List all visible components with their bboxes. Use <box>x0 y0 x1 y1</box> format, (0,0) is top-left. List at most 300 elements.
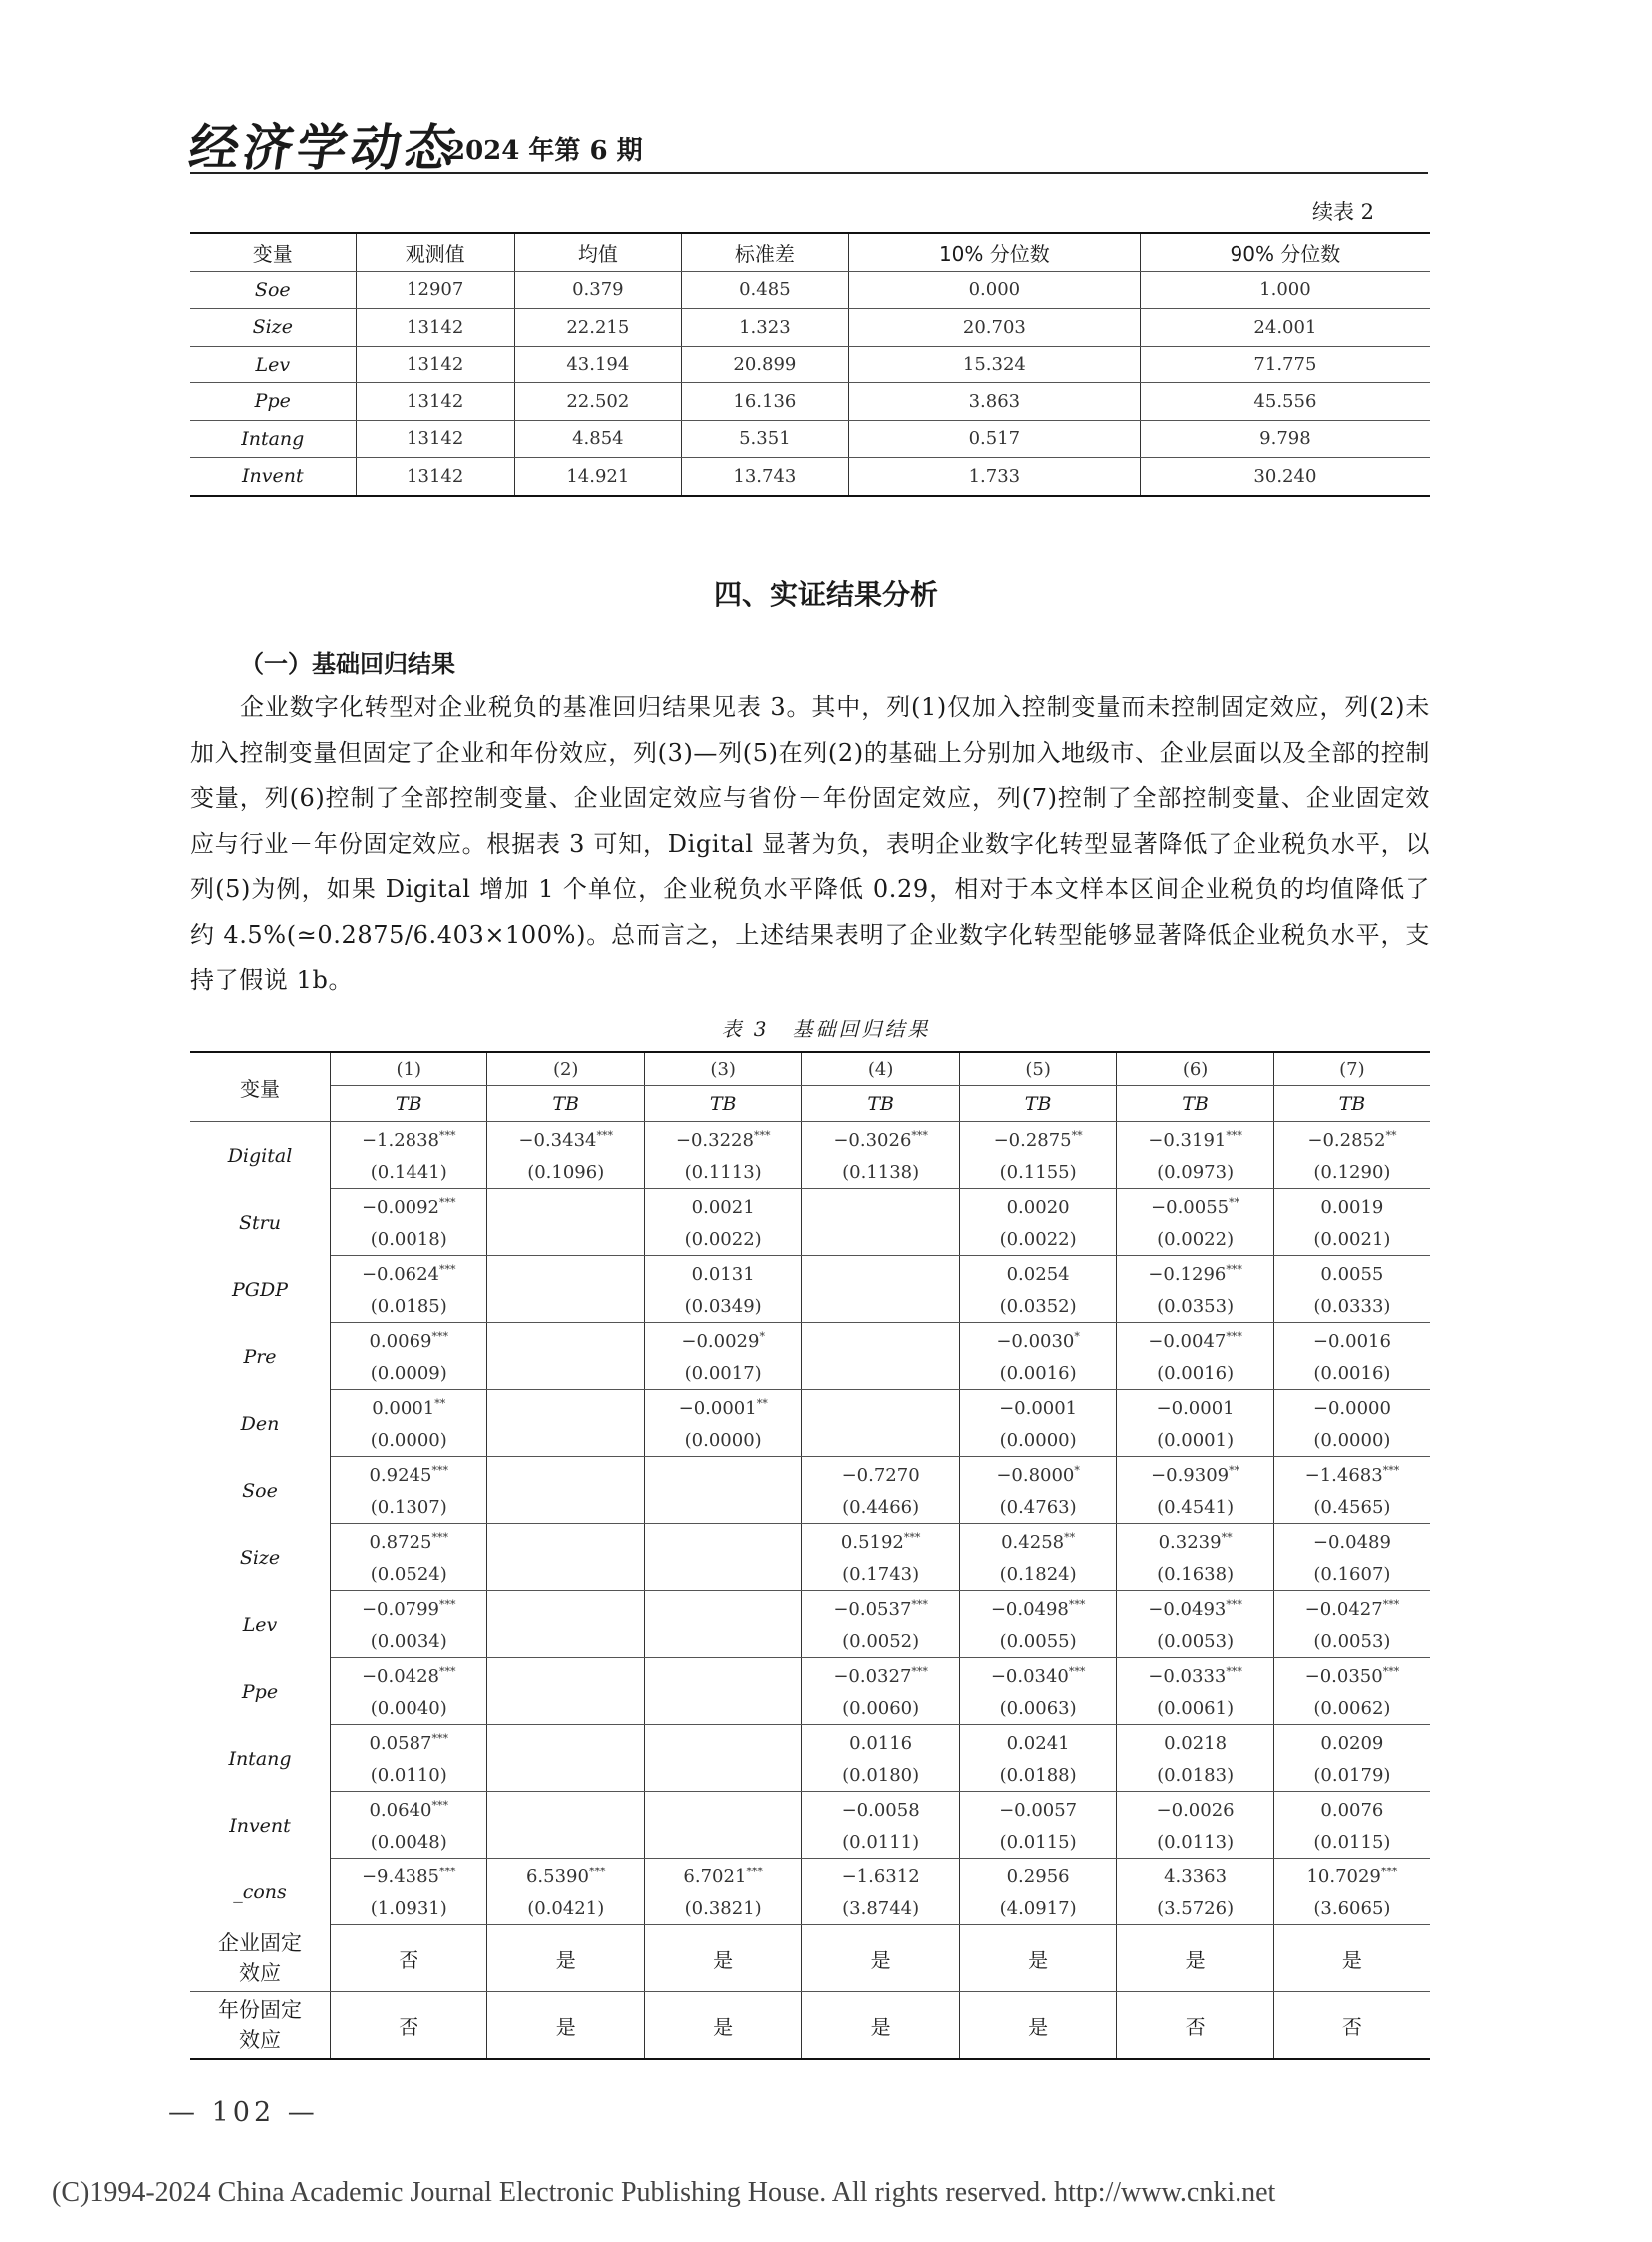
section-title: 四、实证结果分析 <box>713 578 938 611</box>
coefficient-cell <box>331 1323 487 1358</box>
significance-stars: ** <box>1221 1531 1233 1544</box>
coefficient-value: −0.0493 <box>1148 1599 1227 1620</box>
significance-stars: *** <box>439 1866 456 1878</box>
coefficient-cell <box>1273 1658 1430 1693</box>
table-cell: 9.798 <box>1140 420 1430 458</box>
significance-stars: ** <box>756 1397 768 1410</box>
coefficient-value: −1.6312 <box>841 1866 920 1887</box>
coefficient-cell <box>959 1658 1116 1693</box>
standard-error-row <box>190 1558 1430 1591</box>
coefficient-cell <box>802 1323 959 1358</box>
significance-stars: *** <box>1226 1263 1242 1276</box>
column-number: (6) <box>1117 1052 1273 1086</box>
significance-stars: * <box>1074 1464 1080 1477</box>
standard-error-cell: (0.0973) <box>1117 1156 1273 1189</box>
variable-column-header: 变量 <box>190 1052 331 1122</box>
standard-error-cell: (3.5726) <box>1117 1892 1273 1925</box>
coefficient-value: 6.7021 <box>683 1867 747 1887</box>
column-header: 变量 <box>190 233 356 271</box>
copyright-notice: (C)1994-2024 China Academic Journal Electronic Publishing House. All rights reserved. http://www.cnki.net <box>52 2177 1276 2208</box>
coefficient-cell <box>959 1725 1116 1760</box>
standard-error-cell <box>802 1290 959 1323</box>
standard-error-row <box>190 1892 1430 1925</box>
standard-error-cell: (1.0931) <box>331 1892 487 1925</box>
coefficient-value: 0.0131 <box>691 1263 755 1285</box>
variable-name: Size <box>190 1524 331 1591</box>
coefficient-value: 0.0640 <box>369 1800 432 1821</box>
coefficient-cell <box>331 1792 487 1827</box>
coefficient-cell <box>1273 1457 1430 1492</box>
significance-stars: *** <box>753 1129 771 1142</box>
standard-error-row <box>190 1223 1430 1256</box>
coefficient-value: −0.0489 <box>1312 1531 1391 1553</box>
coefficient-cell <box>487 1457 644 1492</box>
coefficient-value: −0.3434 <box>518 1130 597 1151</box>
coefficient-cell <box>1273 1859 1430 1893</box>
variable-name: Ppe <box>190 383 356 421</box>
coefficient-value: −0.0000 <box>1312 1397 1391 1419</box>
standard-error-cell <box>487 1692 644 1725</box>
journal-header <box>185 108 1428 177</box>
dependent-variable: TB <box>644 1086 801 1122</box>
table-row <box>190 309 1430 347</box>
standard-error-cell: (0.0185) <box>331 1290 487 1323</box>
coefficient-cell <box>487 1390 644 1425</box>
column-number: (3) <box>644 1052 801 1086</box>
coefficient-value: 0.0218 <box>1164 1732 1228 1754</box>
standard-error-cell: (0.0062) <box>1273 1692 1430 1725</box>
significance-stars: *** <box>1226 1598 1242 1611</box>
fixed-effect-value: 是 <box>487 1992 644 2060</box>
standard-error-cell: (0.0183) <box>1117 1759 1273 1792</box>
standard-error-row <box>190 1290 1430 1323</box>
coefficient-cell <box>644 1390 801 1425</box>
coefficient-cell <box>331 1122 487 1157</box>
standard-error-cell: (0.0021) <box>1273 1223 1430 1256</box>
coefficient-cell <box>802 1122 959 1157</box>
table-row <box>190 383 1430 421</box>
standard-error-cell: (0.0063) <box>959 1692 1116 1725</box>
coefficient-cell <box>487 1189 644 1224</box>
coefficient-cell <box>487 1658 644 1693</box>
fixed-effect-row <box>190 1992 1430 2060</box>
significance-stars: *** <box>596 1129 613 1142</box>
standard-error-cell: (0.1290) <box>1273 1156 1430 1189</box>
standard-error-cell: (0.0421) <box>487 1892 644 1925</box>
coefficient-cell <box>1117 1725 1273 1760</box>
coefficient-row <box>190 1122 1430 1157</box>
coefficient-cell <box>802 1189 959 1224</box>
coefficient-cell <box>1117 1323 1273 1358</box>
fixed-effect-label-line: 企业固定 <box>218 1930 302 1955</box>
significance-stars: *** <box>431 1732 448 1745</box>
coefficient-cell <box>644 1725 801 1760</box>
fixed-effect-value: 是 <box>802 1925 959 1992</box>
table-cell: 0.517 <box>848 420 1140 458</box>
coefficient-cell <box>644 1256 801 1291</box>
significance-stars: *** <box>1226 1665 1242 1678</box>
standard-error-cell: (0.0040) <box>331 1692 487 1725</box>
standard-error-cell: (0.0524) <box>331 1558 487 1591</box>
significance-stars: *** <box>1226 1330 1242 1343</box>
column-number: (1) <box>331 1052 487 1086</box>
coefficient-cell <box>1117 1457 1273 1492</box>
column-number: (4) <box>802 1052 959 1086</box>
significance-stars: *** <box>903 1531 921 1544</box>
standard-error-cell: (0.4466) <box>802 1491 959 1524</box>
standard-error-cell <box>487 1223 644 1256</box>
coefficient-cell <box>1273 1122 1430 1157</box>
coefficient-cell <box>1117 1524 1273 1559</box>
standard-error-cell: (0.1307) <box>331 1491 487 1524</box>
fixed-effect-value: 否 <box>1273 1992 1430 2060</box>
coefficient-value: −0.0026 <box>1156 1799 1235 1821</box>
standard-error-cell <box>487 1357 644 1390</box>
coefficient-cell <box>1117 1859 1273 1893</box>
coefficient-value: −0.3228 <box>675 1130 754 1151</box>
variable-name: Pre <box>190 1323 331 1390</box>
coefficient-value: 0.8725 <box>369 1532 432 1553</box>
coefficient-value: 0.0021 <box>691 1196 755 1218</box>
body-paragraph: 企业数字化转型对企业税负的基准回归结果见表 3。其中，列(1)仅加入控制变量而未控制固定效应，列(2)未加入控制变量但固定了企业和年份效应，列(3)—列(5)在列(2)的基础上分别加入地级市、企业层面以及全部的控制变量，列(6)控制了全部控制变量、企业固定效应与省份－年份固定效应，列(7)控制了全部控制变量、企业固定效应与行业－年份固定效应。根据表 3 可知，Digital 显著为负，表明企业数字化转型显著降低了企业税负水平，以列(5)为例，如果 Digital 增加 1 个单位，企业税负水平降低 0.29，相对于本文样本区间企业税负的均值降低了约 4.5%(≃0.2875/6.403×100%)。总而言之，上述结果表明了企业数字化转型能够显著降低企业税负水平，支持了假说 1b。 <box>190 693 1430 994</box>
regression-results-table <box>190 1051 1430 2060</box>
coefficient-value: −0.8000 <box>996 1465 1075 1486</box>
significance-stars: *** <box>431 1531 448 1544</box>
standard-error-cell: (0.0055) <box>959 1625 1116 1658</box>
coefficient-row <box>190 1524 1430 1559</box>
significance-stars: *** <box>431 1464 448 1477</box>
coefficient-value: −0.0058 <box>841 1799 920 1821</box>
standard-error-cell: (0.0016) <box>1273 1357 1430 1390</box>
coefficient-row <box>190 1189 1430 1224</box>
coefficient-cell <box>802 1658 959 1693</box>
coefficient-cell <box>331 1390 487 1425</box>
coefficient-cell <box>959 1792 1116 1827</box>
coefficient-value: 0.0069 <box>369 1331 432 1352</box>
dependent-variable: TB <box>487 1086 644 1122</box>
standard-error-row <box>190 1424 1430 1457</box>
standard-error-cell <box>644 1826 801 1859</box>
dependent-variable: TB <box>802 1086 959 1122</box>
standard-error-cell: (0.0009) <box>331 1357 487 1390</box>
standard-error-cell <box>802 1424 959 1457</box>
table-row <box>190 346 1430 383</box>
table-cell: 24.001 <box>1140 309 1430 347</box>
table-row <box>190 271 1430 309</box>
coefficient-value: −0.7270 <box>841 1464 920 1486</box>
fixed-effect-value: 是 <box>1273 1925 1430 1992</box>
table-cell: 0.485 <box>681 271 848 309</box>
coefficient-cell <box>331 1189 487 1224</box>
coefficient-cell <box>1273 1591 1430 1626</box>
standard-error-cell: (0.1138) <box>802 1156 959 1189</box>
standard-error-cell <box>802 1223 959 1256</box>
coefficient-value: 4.3363 <box>1164 1866 1228 1887</box>
significance-stars: *** <box>588 1866 606 1878</box>
coefficient-cell <box>644 1658 801 1693</box>
table-cell: 71.775 <box>1140 346 1430 383</box>
coefficient-cell <box>1117 1189 1273 1224</box>
table-cell: 43.194 <box>514 346 681 383</box>
coefficient-row <box>190 1859 1430 1893</box>
coefficient-cell <box>487 1725 644 1760</box>
variable-name: Stru <box>190 1189 331 1256</box>
variable-name: PGDP <box>190 1256 331 1323</box>
table-cell: 13142 <box>356 383 514 421</box>
fixed-effect-label <box>190 1925 331 1992</box>
standard-error-cell: (0.1824) <box>959 1558 1116 1591</box>
significance-stars: *** <box>431 1799 448 1812</box>
variable-name: Den <box>190 1390 331 1457</box>
standard-error-cell <box>802 1357 959 1390</box>
journal-masthead: 经济学动态 <box>185 118 463 177</box>
coefficient-cell <box>487 1524 644 1559</box>
coefficient-value: −0.0001 <box>678 1398 757 1419</box>
dependent-variable: TB <box>959 1086 1116 1122</box>
coefficient-cell <box>1117 1658 1273 1693</box>
coefficient-cell <box>1273 1524 1430 1559</box>
coefficient-value: 0.0116 <box>849 1732 913 1754</box>
standard-error-cell: (0.0352) <box>959 1290 1116 1323</box>
table-cell: 4.854 <box>514 420 681 458</box>
table-header-row <box>190 233 1430 271</box>
significance-stars: *** <box>439 1665 456 1678</box>
coefficient-cell <box>802 1859 959 1893</box>
coefficient-cell <box>1273 1189 1430 1224</box>
coefficient-row <box>190 1658 1430 1693</box>
standard-error-cell: (0.0053) <box>1117 1625 1273 1658</box>
fixed-effect-value: 是 <box>959 1925 1116 1992</box>
coefficient-value: 0.0019 <box>1320 1196 1384 1218</box>
fixed-effect-value: 是 <box>802 1992 959 2060</box>
coefficient-value: 0.2956 <box>1006 1866 1070 1887</box>
standard-error-cell <box>487 1759 644 1792</box>
coefficient-value: 0.0020 <box>1006 1196 1070 1218</box>
standard-error-cell <box>644 1558 801 1591</box>
standard-error-cell: (0.0017) <box>644 1357 801 1390</box>
table-cell: 1.323 <box>681 309 848 347</box>
coefficient-cell <box>1273 1390 1430 1425</box>
significance-stars: *** <box>911 1598 928 1611</box>
standard-error-cell <box>644 1625 801 1658</box>
standard-error-cell: (0.0115) <box>1273 1826 1430 1859</box>
subsection-title: （一）基础回归结果 <box>240 650 455 678</box>
coefficient-cell <box>644 1591 801 1626</box>
coefficient-cell <box>487 1591 644 1626</box>
table-cell: 30.240 <box>1140 458 1430 496</box>
summary-statistics-table <box>190 232 1430 497</box>
coefficient-value: 0.0001 <box>372 1398 435 1419</box>
coefficient-cell <box>1273 1792 1430 1827</box>
coefficient-value: −1.4683 <box>1304 1465 1383 1486</box>
standard-error-cell <box>644 1491 801 1524</box>
coefficient-cell <box>331 1591 487 1626</box>
coefficient-cell <box>802 1390 959 1425</box>
variable-name: Size <box>190 309 356 347</box>
coefficient-value: −0.2852 <box>1307 1130 1386 1151</box>
standard-error-cell: (0.0022) <box>1117 1223 1273 1256</box>
coefficient-value: −0.0427 <box>1304 1599 1383 1620</box>
column-number: (7) <box>1273 1052 1430 1086</box>
standard-error-cell: (0.0110) <box>331 1759 487 1792</box>
standard-error-cell: (4.0917) <box>959 1892 1116 1925</box>
coefficient-cell <box>959 1122 1116 1157</box>
coefficient-cell <box>487 1792 644 1827</box>
coefficient-row <box>190 1792 1430 1827</box>
significance-stars: *** <box>1382 1598 1400 1611</box>
coefficient-cell <box>802 1524 959 1559</box>
significance-stars: *** <box>911 1129 928 1142</box>
significance-stars: ** <box>1064 1531 1076 1544</box>
table-cell: 1.733 <box>848 458 1140 496</box>
standard-error-row <box>190 1692 1430 1725</box>
dependent-variable: TB <box>1117 1086 1273 1122</box>
coefficient-cell <box>959 1323 1116 1358</box>
standard-error-cell: (0.0016) <box>1117 1357 1273 1390</box>
standard-error-cell: (3.8744) <box>802 1892 959 1925</box>
coefficient-value: −0.0340 <box>990 1666 1069 1687</box>
coefficient-cell <box>802 1591 959 1626</box>
column-header: 10% 分位数 <box>848 233 1140 271</box>
table-cell: 16.136 <box>681 383 848 421</box>
dependent-variable: TB <box>331 1086 487 1122</box>
standard-error-cell: (0.0180) <box>802 1759 959 1792</box>
fixed-effect-value: 否 <box>331 1992 487 2060</box>
standard-error-cell: (0.0333) <box>1273 1290 1430 1323</box>
coefficient-value: 6.5390 <box>525 1867 589 1887</box>
coefficient-value: −0.0333 <box>1148 1666 1227 1687</box>
standard-error-cell: (0.0188) <box>959 1759 1116 1792</box>
coefficient-value: −0.0327 <box>833 1666 912 1687</box>
standard-error-cell <box>487 1826 644 1859</box>
coefficient-value: −0.0001 <box>999 1397 1078 1419</box>
table-title: 表 3 基础回归结果 <box>721 1017 931 1041</box>
coefficient-cell <box>487 1256 644 1291</box>
coefficient-cell <box>959 1859 1116 1893</box>
variable-name: Intang <box>190 1725 331 1792</box>
standard-error-cell: (0.0018) <box>331 1223 487 1256</box>
variable-name: Lev <box>190 1591 331 1658</box>
coefficient-cell <box>487 1122 644 1157</box>
standard-error-cell: (0.0179) <box>1273 1759 1430 1792</box>
standard-error-cell: (0.1607) <box>1273 1558 1430 1591</box>
fixed-effect-label-line: 年份固定 <box>218 1998 302 2022</box>
coefficient-cell <box>802 1256 959 1291</box>
standard-error-cell <box>487 1625 644 1658</box>
table-cell: 14.921 <box>514 458 681 496</box>
standard-error-cell: (0.0022) <box>644 1223 801 1256</box>
column-number: (2) <box>487 1052 644 1086</box>
significance-stars: ** <box>1071 1129 1083 1142</box>
significance-stars: *** <box>1226 1129 1242 1142</box>
standard-error-row <box>190 1491 1430 1524</box>
variable-name: Invent <box>190 458 356 496</box>
table-cell: 0.000 <box>848 271 1140 309</box>
fixed-effect-value: 是 <box>1117 1925 1273 1992</box>
coefficient-cell <box>331 1524 487 1559</box>
fixed-effect-label-line: 效应 <box>239 1960 281 1985</box>
coefficient-value: 0.9245 <box>369 1465 432 1486</box>
coefficient-value: 0.0209 <box>1320 1732 1384 1754</box>
variable-name: Digital <box>190 1122 331 1189</box>
coefficient-value: −0.0537 <box>833 1599 912 1620</box>
fixed-effect-label <box>190 1992 331 2060</box>
fixed-effect-value: 否 <box>331 1925 487 1992</box>
table-row <box>190 458 1430 496</box>
table-cell: 13142 <box>356 458 514 496</box>
coefficient-cell <box>644 1189 801 1224</box>
coefficient-value: 0.0076 <box>1320 1799 1384 1821</box>
standard-error-cell: (0.0000) <box>959 1424 1116 1457</box>
standard-error-cell <box>487 1424 644 1457</box>
page-number: — 102 — <box>168 2097 319 2128</box>
table-cell: 0.379 <box>514 271 681 309</box>
standard-error-cell: (0.0034) <box>331 1625 487 1658</box>
standard-error-cell: (0.0349) <box>644 1290 801 1323</box>
significance-stars: *** <box>439 1196 456 1209</box>
coefficient-value: −0.0029 <box>681 1331 760 1352</box>
standard-error-cell: (3.6065) <box>1273 1892 1430 1925</box>
coefficient-cell <box>1273 1256 1430 1291</box>
coefficient-value: −0.0350 <box>1304 1666 1383 1687</box>
significance-stars: ** <box>434 1397 446 1410</box>
coefficient-value: 0.0254 <box>1006 1263 1070 1285</box>
table-cell: 13142 <box>356 309 514 347</box>
table-continuation-label: 续表 2 <box>1311 200 1374 224</box>
coefficient-cell <box>802 1457 959 1492</box>
coefficient-value: −0.0624 <box>361 1264 440 1285</box>
significance-stars: ** <box>1229 1464 1240 1477</box>
table-cell: 15.324 <box>848 346 1140 383</box>
column-header: 均值 <box>514 233 681 271</box>
standard-error-cell: (0.1096) <box>487 1156 644 1189</box>
standard-error-cell: (0.0353) <box>1117 1290 1273 1323</box>
dependent-variable: TB <box>1273 1086 1430 1122</box>
table-cell: 13142 <box>356 346 514 383</box>
coefficient-cell <box>959 1591 1116 1626</box>
table-cell: 13.743 <box>681 458 848 496</box>
significance-stars: *** <box>1068 1598 1086 1611</box>
coefficient-cell <box>331 1256 487 1291</box>
fixed-effect-value: 是 <box>644 1925 801 1992</box>
standard-error-cell: (0.0053) <box>1273 1625 1430 1658</box>
coefficient-cell <box>644 1323 801 1358</box>
coefficient-cell <box>331 1457 487 1492</box>
coefficient-cell <box>1117 1591 1273 1626</box>
table-cell: 5.351 <box>681 420 848 458</box>
coefficient-value: 0.0587 <box>369 1733 432 1754</box>
standard-error-cell: (0.4541) <box>1117 1491 1273 1524</box>
coefficient-value: −0.0047 <box>1148 1331 1227 1352</box>
significance-stars: *** <box>439 1598 456 1611</box>
fixed-effect-label-line: 效应 <box>239 2028 281 2052</box>
coefficient-row <box>190 1323 1430 1358</box>
coefficient-value: −1.2838 <box>361 1130 440 1151</box>
coefficient-value: −0.9309 <box>1151 1465 1230 1486</box>
coefficient-value: −9.4385 <box>361 1867 440 1887</box>
significance-stars: *** <box>911 1665 928 1678</box>
fixed-effect-value: 是 <box>644 1992 801 2060</box>
table-cell: 1.000 <box>1140 271 1430 309</box>
coefficient-cell <box>802 1792 959 1827</box>
standard-error-cell: (0.0115) <box>959 1826 1116 1859</box>
significance-stars: * <box>759 1330 765 1343</box>
coefficient-value: 0.3239 <box>1158 1532 1222 1553</box>
standard-error-cell: (0.0061) <box>1117 1692 1273 1725</box>
coefficient-value: −0.0057 <box>999 1799 1078 1821</box>
standard-error-cell: (0.0000) <box>1273 1424 1430 1457</box>
variable-name: _cons <box>190 1859 331 1925</box>
